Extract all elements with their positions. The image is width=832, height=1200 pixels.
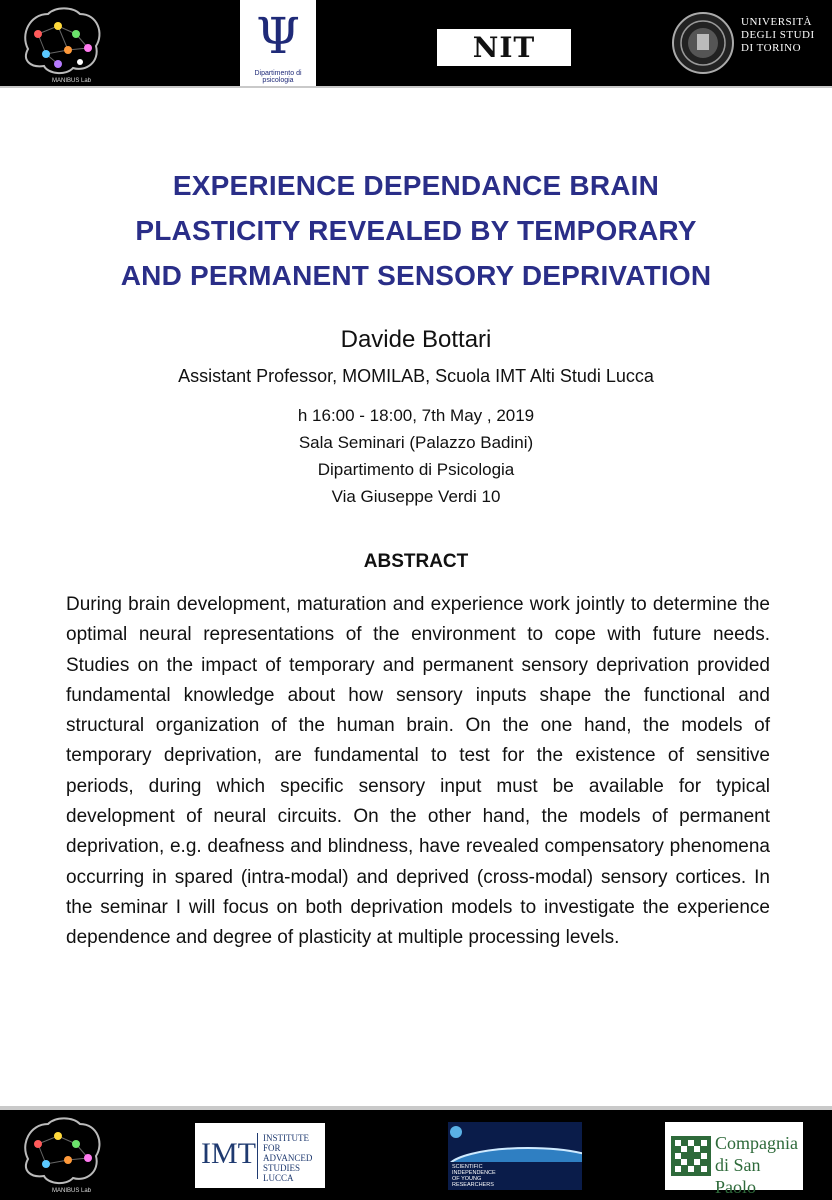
- checker-icon: [671, 1136, 711, 1176]
- event-department: Dipartimento di Psicologia: [317, 460, 515, 479]
- event-address: Via Giuseppe Verdi 10: [331, 487, 501, 506]
- abstract-heading: ABSTRACT: [363, 551, 469, 572]
- siyr-text: SCIENTIFIC INDEPENDENCE OF YOUNG RESEARCHERS: [452, 1164, 496, 1188]
- event-time: h 16:00 - 18:00, 7th May , 2019: [297, 406, 535, 425]
- event-details: [0, 402, 832, 510]
- speaker-name: Davide Bottari: [340, 326, 492, 353]
- nit-logo-text: NIT: [472, 31, 536, 64]
- abstract-text: During brain development, maturation and experience work jointly to determine the optimal neural representations of the environment to cope with future needs. Studies on the impact of temporary and permanent sensory deprivation provided fundamental knowledge about how sensory inputs shape the functional and structural organization of the human brain. On the one hand, the models of temporary deprivation, are fundamental to test for the existence of sensitive periods, during which specific sensory input must be available for typical development of neural circuits. On the other hand, the models of permanent deprivation, e.g. deafness and blindness, have revealed compensatory phenomena occurring in spared (intra-modal) and deprived (cross-modal) sensory cortices. In the seminar I will focus on both deprivation models to investigate the experience dependence and degree of plasticity at multiple processing levels.: [66, 594, 770, 949]
- manibus-lab-logo-footer: [18, 1114, 104, 1197]
- speaker-affiliation: Assistant Professor, MOMILAB, Scuola IMT Alti Studi Lucca: [178, 366, 654, 386]
- compagnia-san-paolo-logo: [665, 1122, 803, 1197]
- lab-label: MANIBUS Lab: [52, 78, 92, 84]
- earth-icon: [448, 1122, 582, 1162]
- title-line: AND PERMANENT SENSORY DEPRIVATION: [120, 260, 712, 291]
- brain-icon: [18, 4, 104, 82]
- title-line: PLASTICITY REVEALED BY TEMPORARY: [135, 215, 697, 246]
- lab-label: MANIBUS Lab: [52, 1188, 92, 1194]
- imt-logo-text: IMT: [201, 1137, 256, 1170]
- header-divider: [0, 86, 832, 88]
- psi-icon: Ψ: [256, 7, 300, 65]
- unito-seal-icon: [672, 12, 734, 74]
- event-room: Sala Seminari (Palazzo Badini): [298, 433, 534, 452]
- csp-name: Compagnia di San Paolo: [715, 1133, 798, 1197]
- siyr-logo: [448, 1122, 582, 1190]
- brain-icon: [18, 1114, 104, 1192]
- imt-subtitle: INSTITUTE FOR ADVANCED STUDIES LUCCA: [263, 1133, 313, 1183]
- page-title: [0, 163, 832, 298]
- department-label: Dipartimento di psicologia: [254, 70, 302, 84]
- manibus-lab-logo: [18, 4, 104, 87]
- university-name: UNIVERSITÀ DEGLI STUDI DI TORINO: [741, 16, 815, 54]
- psychology-department-logo: [240, 0, 316, 86]
- imt-logo: [195, 1123, 325, 1188]
- title-line: EXPERIENCE DEPENDANCE BRAIN: [172, 170, 660, 201]
- nit-logo: [437, 29, 571, 66]
